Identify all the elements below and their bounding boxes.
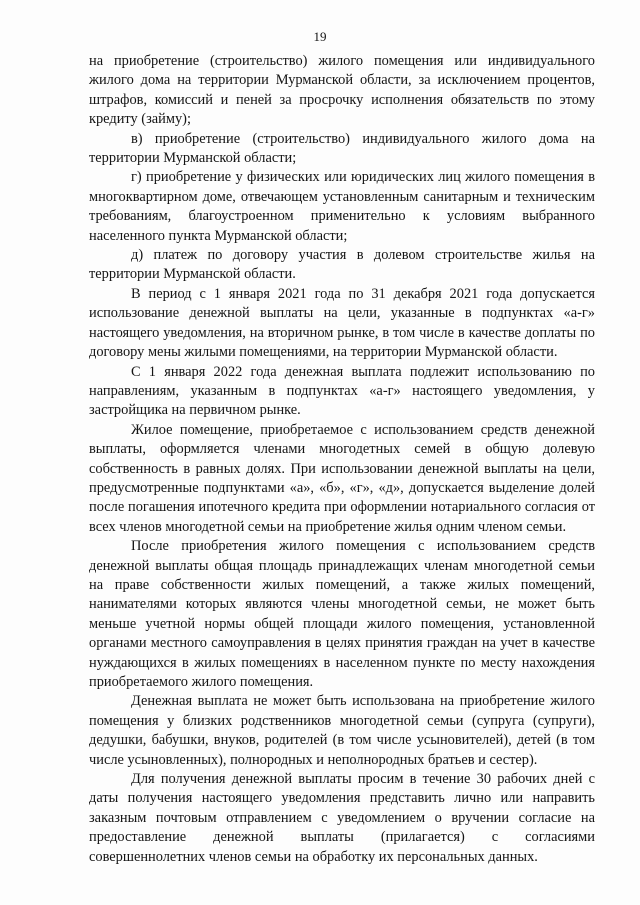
paragraph-continuation: на приобретение (строительство) жилого помещения или индивидуального жилого дома на территории Мурманской области, за исключением процентов, штрафов, комиссий и пеней за просрочку исполнения обязательств по этому кредиту (займу); — [89, 53, 595, 128]
paragraph-area-norm: После приобретения жилого помещения с использованием средств денежной выплаты общая площадь принадлежащих членам многодетной семьи на праве собственности жилых помещений, а также жилых помещений, нанимателями которых являются члены многодетной семьи, не может быть меньше учетной нормы общей площади жилого помещения, установленной органами местного самоуправления в целях принятия граждан на учет в качестве нуждающихся в жилых помещениях в населенном пункте по месту нахождения приобретаемого жилого помещения. — [89, 538, 595, 690]
page-number: 19 — [313, 29, 327, 44]
paragraph-ownership: Жилое помещение, приобретаемое с использованием средств денежной выплаты, оформляется членами многодетных семей в общую долевую собственность в равных долях. При использовании денежной выплаты на цели, предусмотренные подпунктами «а», «б», «г», «д», допускается выделение долей после погашения ипотечного кредита при оформлении нотариального согласия от всех членов многодетной семьи на приобретение жилья одним членом семьи. — [89, 421, 595, 535]
paragraph-item-d: д) платеж по договору участия в долевом строительстве жилья на территории Мурманской области. — [89, 247, 595, 283]
document-body — [89, 52, 595, 867]
paragraph-item-v: в) приобретение (строительство) индивидуального жилого дома на территории Мурманской области; — [89, 130, 595, 167]
paragraph-period-2021: В период с 1 января 2021 года по 31 декабря 2021 года допускается использование денежной выплаты на цели, указанные в подпунктах «а-г» настоящего уведомления, на вторичном рынке, в том числе в качестве доплаты по договору мены жилыми помещениями, на территории Мурманской области. — [89, 285, 595, 361]
paragraph-request: Для получения денежной выплаты просим в течение 30 рабочих дней с даты получения настоящего уведомления представить лично или направить заказным почтовым отправлением с уведомлением о вручении согласие на предоставление денежной выплаты (прилагается) с согласиями совершеннолетних членов семьи на обработку их персональных данных. — [89, 771, 595, 865]
paragraph-item-g: г) приобретение у физических или юридических лиц жилого помещения в многоквартирном доме, отвечающем установленным санитарным и техническим требованиям, благоустроенном применительно к условиям выбранного населенного пункта Мурманской области; — [89, 169, 595, 244]
paragraph-relatives: Денежная выплата не может быть использована на приобретение жилого помещения у близких родственников многодетной семьи (супруга (супруги), дедушки, бабушки, внуков, родителей (в том числе усыновителей), детей (в том числе усыновленных), полнородных и неполнородных братьев и сестер). — [89, 693, 595, 768]
paragraph-from-2022: С 1 января 2022 года денежная выплата подлежит использованию по направлениям, указанным в подпунктах «а-г» настоящего уведомления, у застройщика на первичном рынке. — [89, 363, 595, 419]
